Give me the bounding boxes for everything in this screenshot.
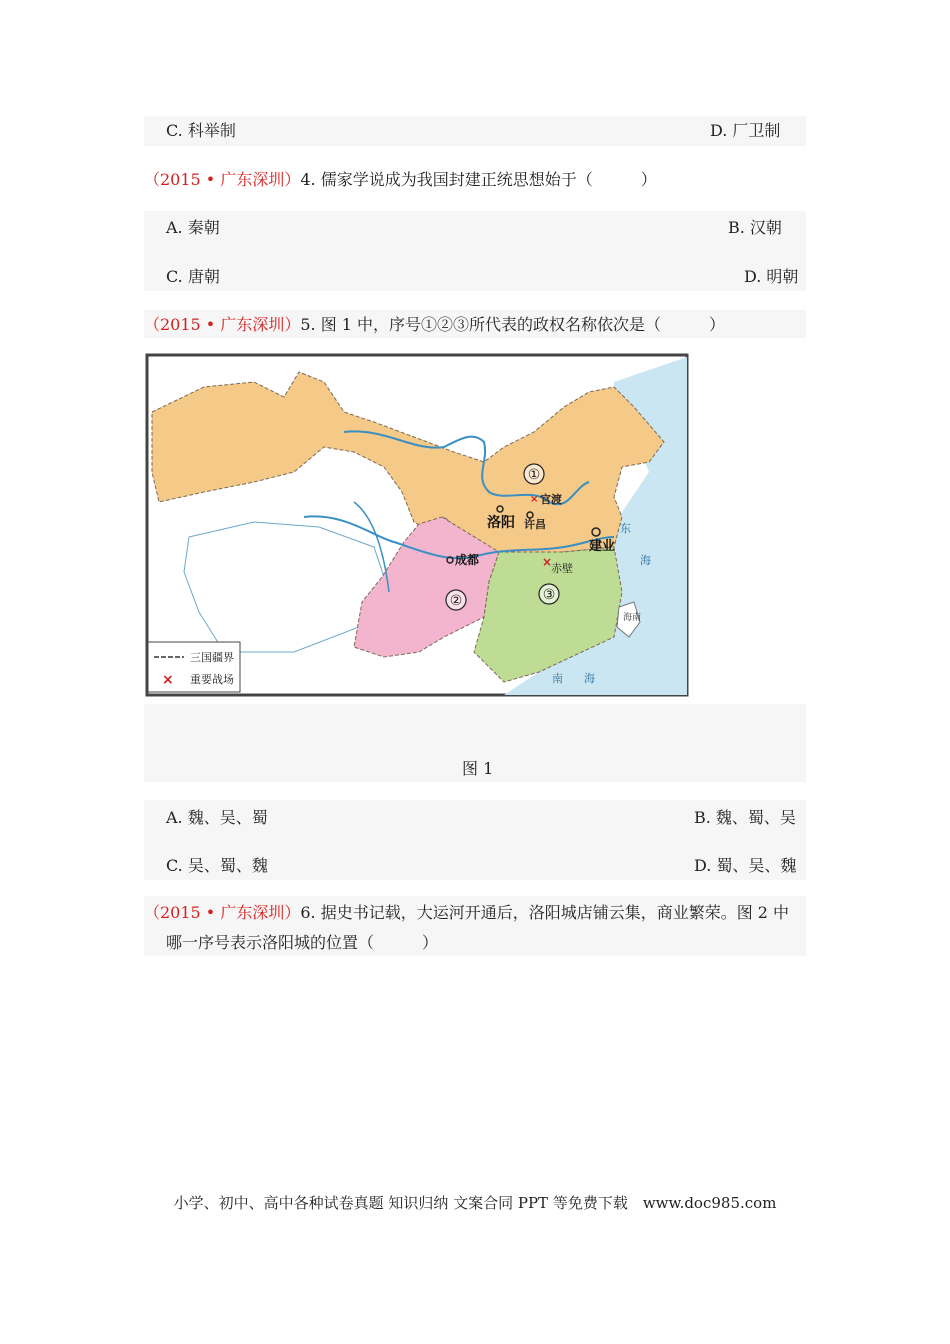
city-jianye: 建业 [589,539,616,554]
q4-stem-line [144,170,657,190]
q3-option-c: C. 科举制 [166,121,236,140]
page-footer: 小学、初中、高中各种试卷真题 知识归纳 文案合同 PPT 等免费下载 www.doc985.com [173,1194,777,1212]
band-q3 [144,116,806,146]
sea-label-hai-south: 海 [584,672,595,685]
q4-stem: 4. 儒家学说成为我国封建正统思想始于（ ） [300,170,657,189]
q5-stem: 5. 图 1 中，序号①②③所代表的政权名称依次是（ ） [300,315,726,334]
sea-label-nan: 南 [552,672,563,685]
svg-text:①: ① [527,467,541,483]
svg-text:③: ③ [542,587,556,603]
q5-stem-line [144,315,725,335]
q5-option-d: D. 蜀、吴、魏 [694,856,797,875]
three-kingdoms-map [144,352,690,698]
q5-source: （2015 • 广东深圳） [144,315,301,334]
island-label-hainan: 海南 [623,613,642,623]
figure-caption: 图 1 [462,759,494,778]
q4-option-c: C. 唐朝 [166,267,220,286]
sea-label-hai-east: 海 [640,554,651,567]
svg-text:×: × [530,494,539,505]
q3-option-d: D. 厂卫制 [710,121,781,140]
svg-text:②: ② [449,593,463,609]
city-guandu [530,492,562,506]
q4-option-a: A. 秦朝 [166,218,220,237]
q4-option-d: D. 明朝 [744,267,799,286]
q4-option-b: B. 汉朝 [728,218,782,237]
marker-3 [539,584,559,604]
battlefield-icon: × [162,672,174,688]
q6-source: （2015 • 广东深圳） [144,903,301,922]
sea-label-dong: 东 [620,522,631,535]
svg-text:官渡: 官渡 [540,493,562,506]
q6-stem-line2: 哪一序号表示洛阳城的位置（ ） [166,933,439,952]
q6-stem-line1 [144,903,789,923]
marker-1 [524,464,544,484]
q5-option-c: C. 吴、蜀、魏 [166,856,268,875]
city-xuchang: 许昌 [524,518,546,531]
city-luoyang: 洛阳 [487,515,515,531]
map-legend [148,642,240,692]
legend-boundary-label: 三国疆界 [190,651,234,664]
band-q4-options [144,211,806,291]
q6-stem-1: 6. 据史书记载，大运河开通后，洛阳城店铺云集，商业繁荣。图 2 中 [300,903,790,922]
legend-battlefield-label: 重要战场 [190,673,234,686]
marker-2 [446,590,466,610]
q4-source: （2015 • 广东深圳） [144,170,301,189]
city-chengdu: 成都 [455,553,480,567]
q5-option-b: B. 魏、蜀、吴 [694,808,796,827]
svg-text:赤壁: 赤壁 [551,562,573,575]
q5-option-a: A. 魏、吴、蜀 [166,808,268,827]
svg-text:×: × [542,555,553,569]
